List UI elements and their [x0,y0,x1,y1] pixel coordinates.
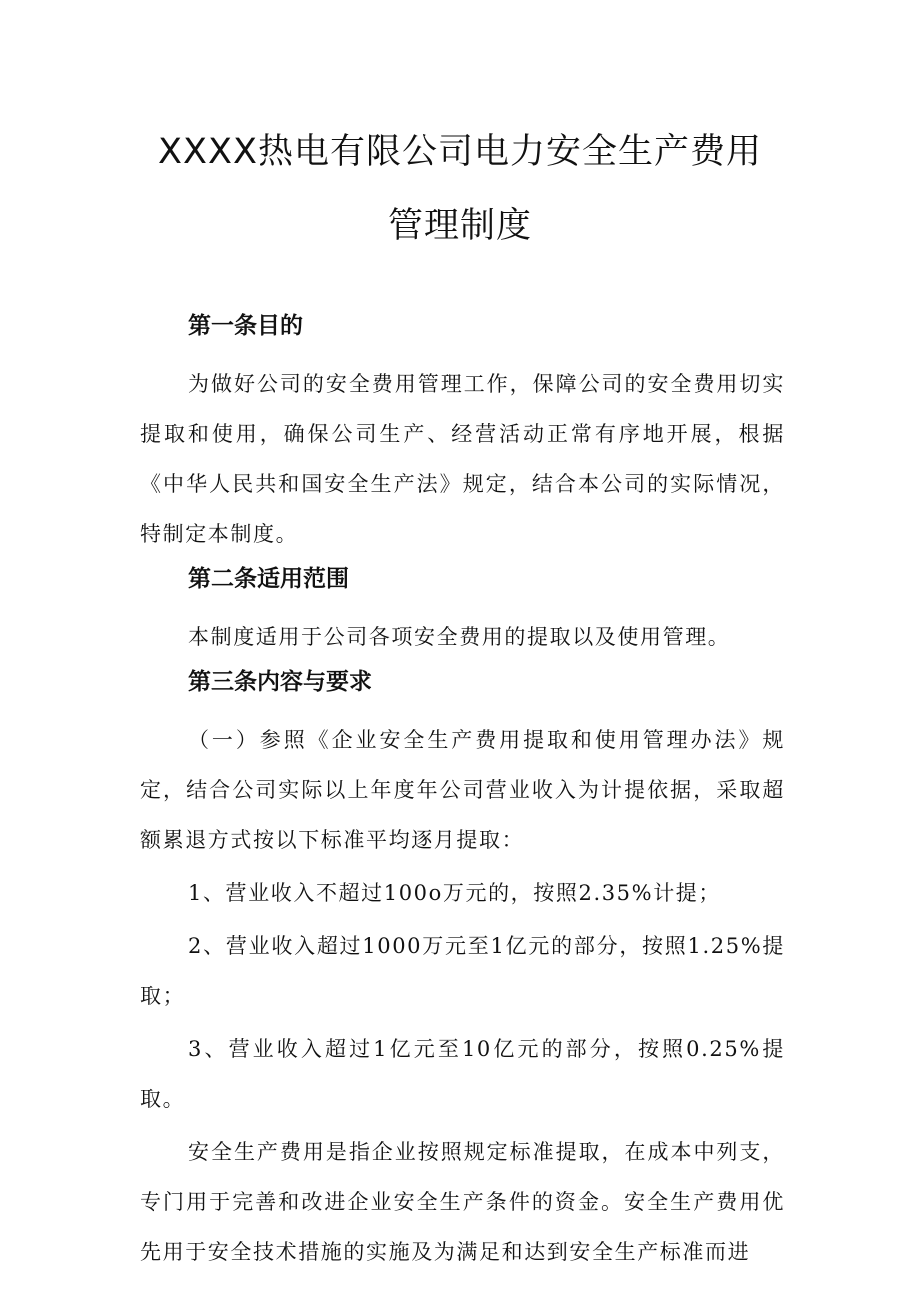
document-body [140,309,785,1277]
list-item-rate-1: 1、营业收入不超过100o万元的，按照2.35%计提； [188,881,721,905]
paragraph-scope: 本制度适用于公司各项安全费用的提取以及使用管理。 [188,625,731,649]
list-item-rate-2: 2、营业收入超过1000万元至1亿元的部分，按照1.25%提取； [140,934,785,1008]
document-title-line-2: 管理制度 [387,206,532,246]
paragraph-content-intro: （一）参照《企业安全生产费用提取和使用管理办法》规定，结合公司实际以上年度年公司营业收入为计提依据，采取超额累退方式按以下标准平均逐月提取： [140,728,785,852]
list-item-rate-3: 3、营业收入超过1亿元至10亿元的部分，按照0.25%提取。 [140,1037,785,1111]
paragraph-safety-cost-definition: 安全生产费用是指企业按照规定标准提取，在成本中列支，专门用于完善和改进企业安全生产条件的资金。安全生产费用优先用于安全技术措施的实施及为满足和达到安全生产标准而进 [140,1140,785,1264]
document-title-line-1: XXXX热电有限公司电力安全生产费用 [158,132,762,172]
section-heading-scope: 第二条适用范围 [188,566,349,592]
paragraph-purpose: 为做好公司的安全费用管理工作，保障公司的安全费用切实提取和使用，确保公司生产、经营活动正常有序地开展，根据《中华人民共和国安全生产法》规定，结合本公司的实际情况，特制定本制度。 [140,372,785,546]
section-heading-purpose: 第一条目的 [188,313,303,339]
section-heading-content: 第三条内容与要求 [188,669,372,695]
